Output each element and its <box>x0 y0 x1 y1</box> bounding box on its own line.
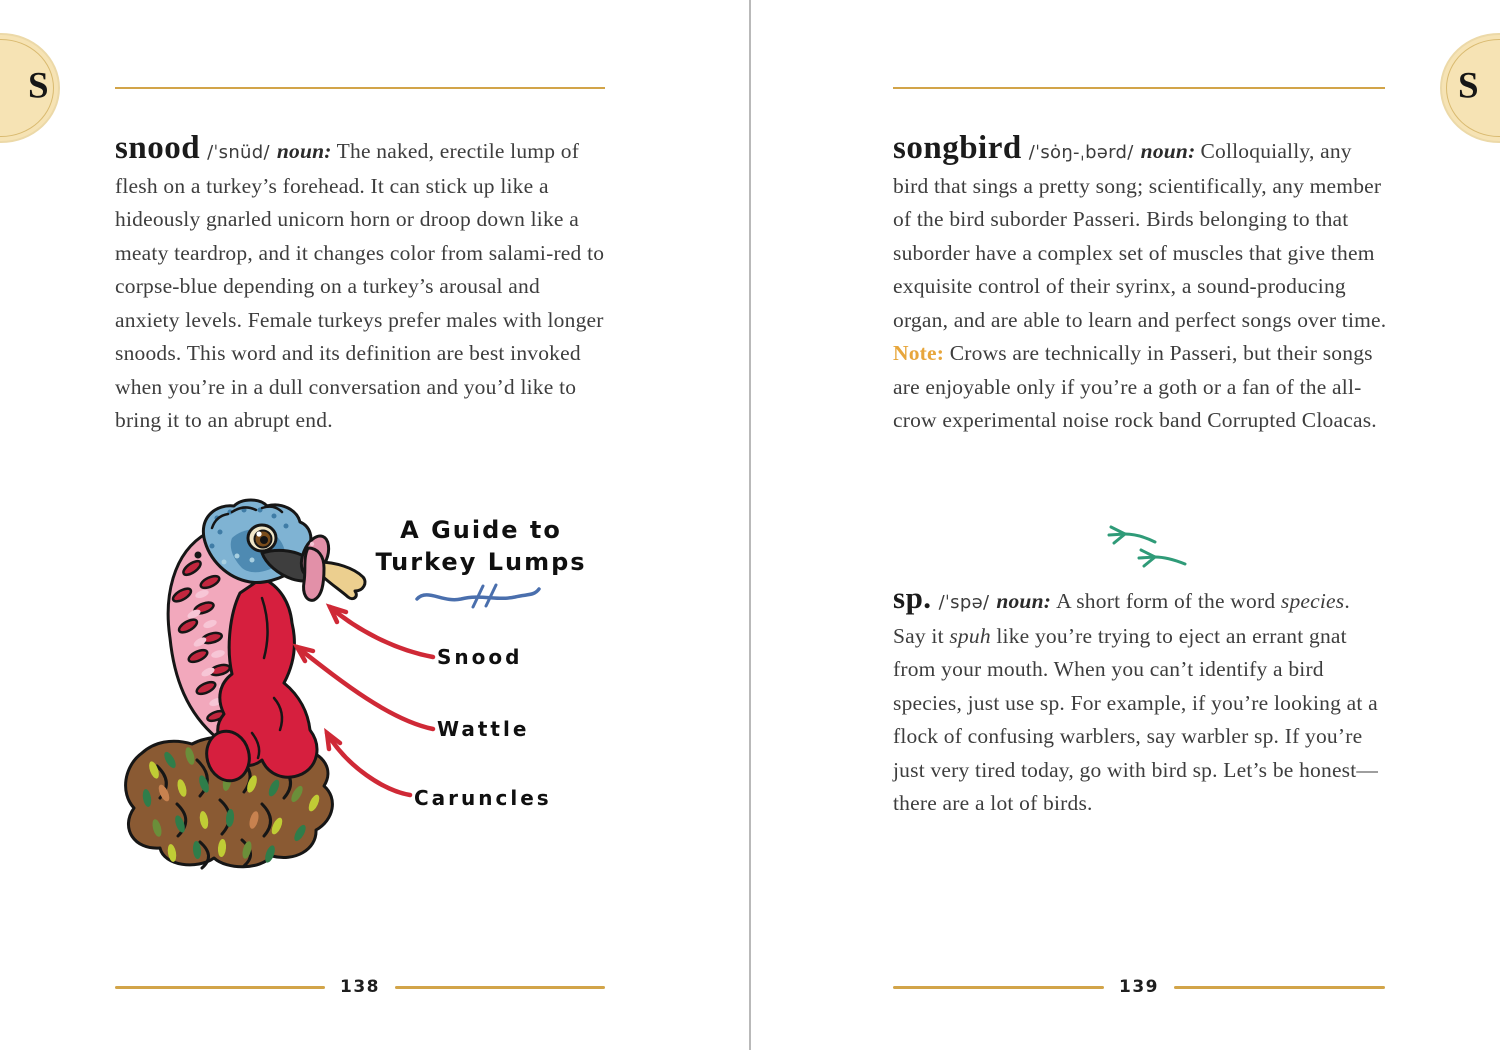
illustration-title-line1: A Guide to <box>400 516 562 544</box>
page-number: 139 <box>1119 977 1159 997</box>
headword: sp. <box>893 580 932 615</box>
turkey-label-caruncles: Caruncles <box>414 786 552 810</box>
headword: songbird <box>893 130 1022 166</box>
footer-rule-left <box>115 986 325 989</box>
pronunciation: /ˈsnüd/ <box>207 142 270 163</box>
pronunciation: /ˈsȯŋ-ˌbərd/ <box>1028 142 1134 163</box>
entry-snood <box>115 132 609 438</box>
pronunciation: /ˈspə/ <box>938 592 990 613</box>
page-number: 138 <box>340 977 380 997</box>
illustration-title-line2: Turkey Lumps <box>375 548 587 576</box>
bird-footprints-icon <box>1103 524 1199 578</box>
definition-text: Colloquially, any bird that sings a pretty song; scientifically, any member of the bird suborder Passeri. Birds belonging to that suborder have a complex set of muscles that give them exquisite control of their syrinx, a sound-producing organ, and are able to learn and perfect songs over time. Note: Crows are technically in Passeri, but their songs are enjoyable only if you’re a goth or a fan of the all-crow experimental noise rock band Corrupted Cloacas. <box>893 139 1387 432</box>
part-of-speech: noun: <box>1140 139 1196 163</box>
page-footer <box>893 977 1385 997</box>
label-arrows <box>285 595 455 810</box>
top-rule <box>115 87 605 89</box>
turkey-label-wattle: Wattle <box>437 717 530 741</box>
part-of-speech: noun: <box>276 139 332 163</box>
illustration-title <box>375 514 587 578</box>
footer-rule-right <box>395 986 605 989</box>
turkey-label-snood: Snood <box>437 645 523 669</box>
section-tab-right <box>1440 33 1500 143</box>
footer-rule-right <box>1174 986 1385 989</box>
top-rule <box>893 87 1385 89</box>
entry-sp <box>893 582 1387 821</box>
definition-text: A short form of the word species. Say it spuh like you’re trying to eject an errant gnat from your mouth. When you can’t identify a bird species, just use sp. For example, if you’re looking at a flock of confusing warblers, say warbler sp. If you’re just very tired today, go with bird sp. Let’s be honest—there are a lot of birds. <box>893 589 1379 815</box>
definition-text: The naked, erectile lump of flesh on a turkey’s forehead. It can stick up like a hideously gnarled unicorn horn or droop down like a meaty teardrop, and it changes color from salami-red to corpse-blue depending on a turkey’s arousal and anxiety levels. Female turkeys prefer males with longer snoods. This word and its definition are best invoked when you’re in a dull conversation and you’d like to bring it to an abrupt end. <box>115 139 605 432</box>
entry-songbird <box>893 132 1387 438</box>
part-of-speech: noun: <box>996 589 1052 613</box>
section-letter: S <box>28 65 49 107</box>
page-gutter-divider <box>749 0 751 1050</box>
page-right <box>750 0 1500 1050</box>
section-letter: S <box>1458 65 1479 107</box>
section-tab-left <box>0 33 60 143</box>
headword: snood <box>115 130 201 166</box>
footer-rule-left <box>893 986 1104 989</box>
page-footer <box>115 977 605 997</box>
